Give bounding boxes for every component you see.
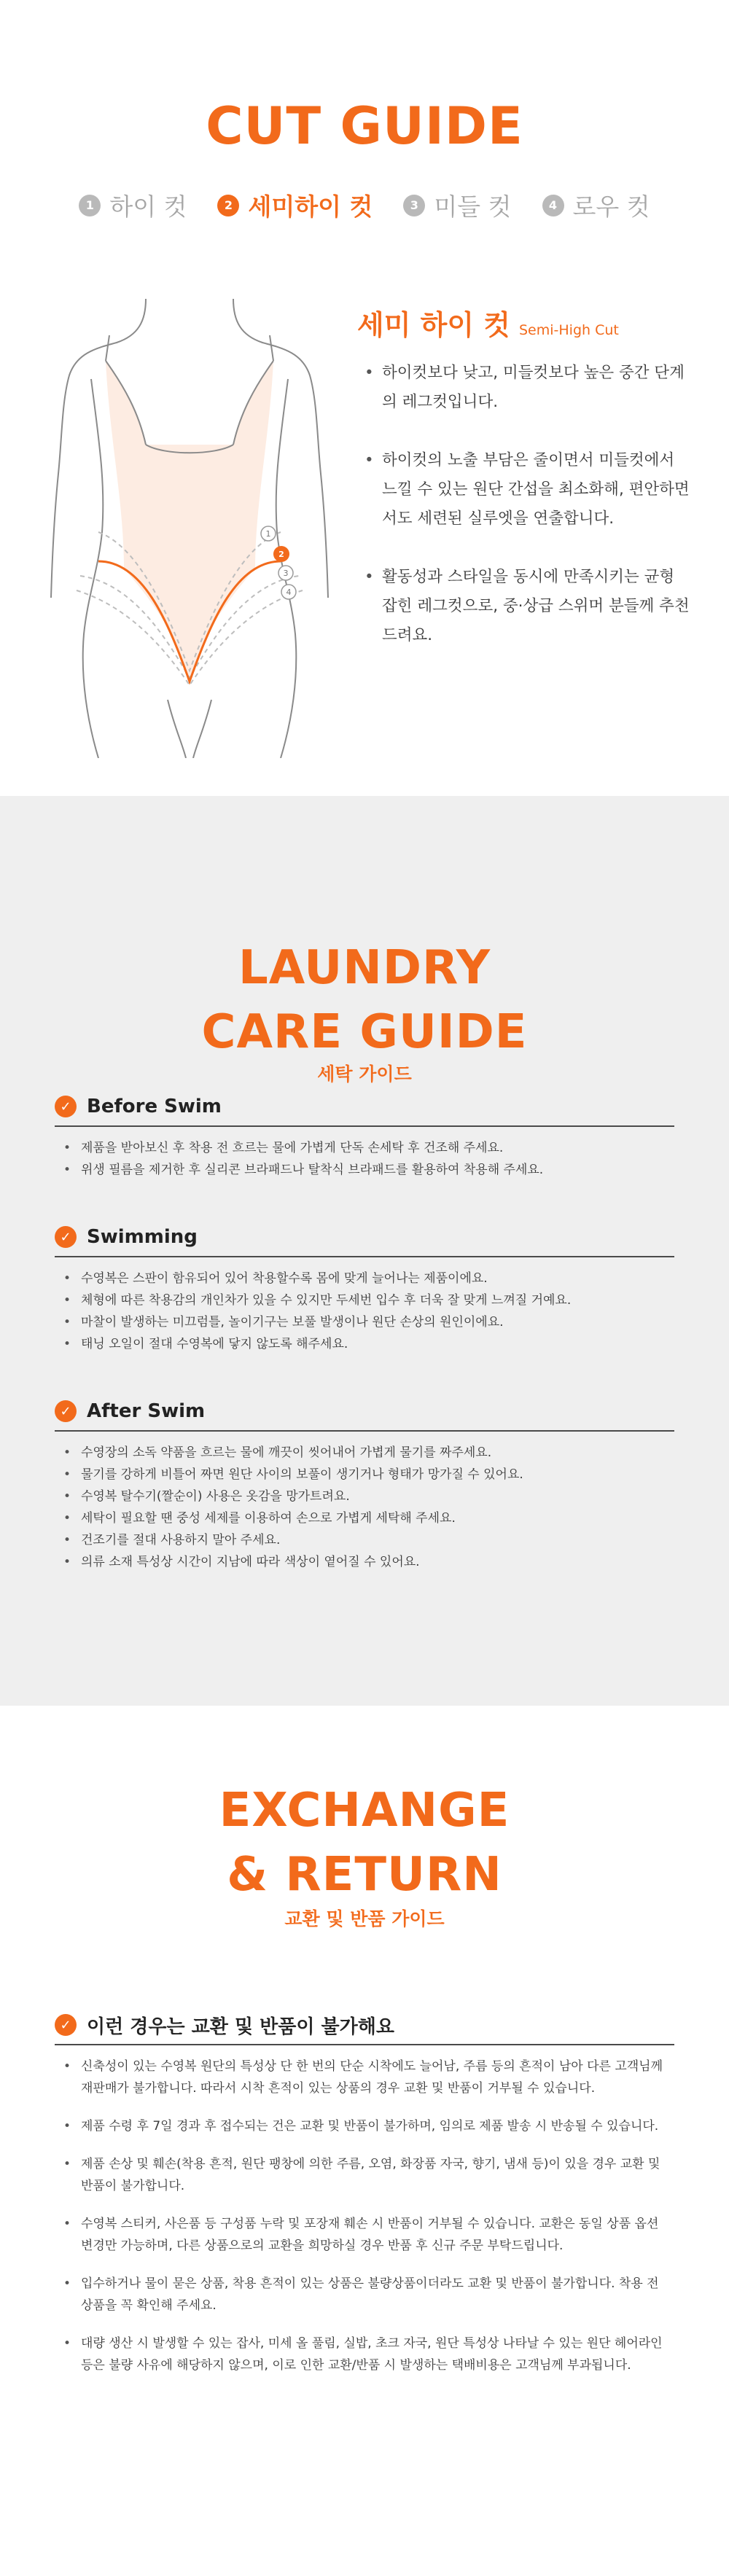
laundry-title xyxy=(0,936,729,1064)
list-item: • 태닝 오일이 절대 수영복에 닿지 않도록 해주세요. xyxy=(55,1333,674,1355)
tab-label: 하이 컷 xyxy=(109,192,187,221)
list-item: • 세탁이 필요할 땐 중성 세제를 이용하여 손으로 가볍게 세탁해 주세요. xyxy=(55,1507,674,1529)
list-item: • 위생 필름을 제거한 후 실리콘 브라패드나 탈착식 브라패드를 활용하여 착용해 주세요. xyxy=(55,1159,674,1181)
exchange-title-line1: EXCHANGE xyxy=(219,1784,510,1838)
tab-label: 로우 컷 xyxy=(572,192,650,221)
list-item: • 하이컷의 노출 부담은 줄이면서 미들컷에서 느낄 수 있는 원단 간섭을 최소화해, 편안하면서도 세련된 실루엣을 연출합니다. xyxy=(357,446,693,534)
divider xyxy=(55,1256,674,1257)
exchange-return-section xyxy=(0,1706,729,2576)
laundry-section xyxy=(0,796,729,1706)
list-item: • 체형에 따른 착용감의 개인차가 있을 수 있지만 두세번 입수 후 더욱 잘 맞게 느껴질 거예요. xyxy=(55,1289,674,1311)
group-heading-label: 이런 경우는 교환 및 반품이 불가해요 xyxy=(87,2015,394,2038)
tab-number-badge: 3 xyxy=(403,195,425,216)
group-heading-label: After Swim xyxy=(87,1400,206,1422)
check-icon: ✓ xyxy=(55,1226,77,1248)
selected-cut-title-ko: 세미 하이 컷 xyxy=(357,309,510,341)
list-item: • 제품 손상 및 훼손(착용 흔적, 원단 팽창에 의한 주름, 오염, 화장품 자국, 향기, 냄새 등)이 있을 경우 교환 및 반품이 불가합니다. xyxy=(55,2153,674,2197)
check-icon: ✓ xyxy=(55,2014,77,2036)
marker-4-label: 4 xyxy=(286,588,292,597)
list-item: • 입수하거나 물이 묻은 상품, 착용 흔적이 있는 상품은 불량상품이더라도 교환 및 반품이 불가합니다. 착용 전 상품을 꼭 확인해 주세요. xyxy=(55,2273,674,2317)
tab-number-badge: 2 xyxy=(217,195,239,216)
tab-low-cut[interactable] xyxy=(542,188,650,222)
list-item: • 신축성이 있는 수영복 원단의 특성상 단 한 번의 단순 시착에도 늘어남, 주름 등의 흔적이 남아 다른 고객님께 재판매가 불가합니다. 따라서 시착 흔적이 있는 상품의 경우 교환 및 반품이 거부될 수 있습니다. xyxy=(55,2056,674,2099)
list-item: • 수영복은 스판이 함유되어 있어 착용할수록 몸에 맞게 늘어나는 제품이에요. xyxy=(55,1268,674,1289)
list-item: • 수영복 스티커, 사은품 등 구성품 누락 및 포장재 훼손 시 반품이 거부될 수 있습니다. 교환은 동일 상품 옵션 변경만 가능하며, 다른 상품으로의 교환을 희망하실 경우 반품 후 신규 주문 부탁드립니다. xyxy=(55,2213,674,2257)
list-item: • 수영장의 소독 약품을 흐르는 물에 깨끗이 씻어내어 가볍게 물기를 짜주세요. xyxy=(55,1442,674,1464)
divider xyxy=(55,1125,674,1127)
group-list xyxy=(55,1268,674,1355)
divider xyxy=(55,2044,674,2045)
check-icon: ✓ xyxy=(55,1096,77,1117)
list-item: • 제품 수령 후 7일 경과 후 접수되는 건은 교환 및 반품이 불가하며, 임의로 제품 발송 시 반송될 수 있습니다. xyxy=(55,2115,674,2137)
tab-high-cut[interactable] xyxy=(79,188,187,222)
cut-guide-section xyxy=(0,0,729,796)
group-heading xyxy=(55,1398,674,1424)
list-item: • 의류 소재 특성상 시간이 지남에 따라 색상이 옅어질 수 있어요. xyxy=(55,1551,674,1573)
group-list xyxy=(55,1137,674,1181)
marker-3-label: 3 xyxy=(283,569,289,578)
exchange-title xyxy=(0,1779,729,1907)
divider xyxy=(55,1430,674,1432)
tab-number-badge: 4 xyxy=(542,195,564,216)
group-list xyxy=(55,1442,674,1573)
cut-description xyxy=(357,303,693,679)
tab-semi-high-cut[interactable] xyxy=(217,188,373,222)
group-heading-label: Before Swim xyxy=(87,1096,222,1117)
laundry-title-line2: CARE GUIDE xyxy=(201,1005,528,1059)
laundry-title-line1: LAUNDRY xyxy=(238,941,491,995)
list-item: • 하이컷보다 낮고, 미들컷보다 높은 중간 단계의 레그컷입니다. xyxy=(357,359,693,417)
marker-2-label: 2 xyxy=(278,550,284,559)
list-item: • 건조기를 절대 사용하지 말아 주세요. xyxy=(55,1529,674,1551)
cut-guide-title: CUT GUIDE xyxy=(206,96,523,156)
exchange-subtitle: 교환 및 반품 가이드 xyxy=(284,1908,445,1929)
selected-cut-title-en: Semi-High Cut xyxy=(519,322,619,338)
check-icon: ✓ xyxy=(55,1400,77,1422)
swimsuit-figure-illustration xyxy=(36,292,343,758)
tab-label: 미들 컷 xyxy=(434,192,512,221)
exchange-title-line2: & RETURN xyxy=(227,1848,502,1902)
list-item: • 대량 생산 시 발생할 수 있는 잡사, 미세 올 풀림, 실밥, 초크 자국, 원단 특성상 나타날 수 있는 원단 헤어라인 등은 불량 사유에 해당하지 않으며, 이로 인한 교환/반품 시 발생하는 택배비용은 고객님께 부과됩니다. xyxy=(55,2333,674,2376)
swimsuit-body-fill xyxy=(106,361,273,685)
list-item: • 물기를 강하게 비틀어 짜면 원단 사이의 보풀이 생기거나 형태가 망가질 수 있어요. xyxy=(55,1464,674,1486)
marker-1-label: 1 xyxy=(265,529,271,539)
list-item: • 제품을 받아보신 후 착용 전 흐르는 물에 가볍게 단독 손세탁 후 건조해 주세요. xyxy=(55,1137,674,1159)
list-item: • 수영복 탈수기(짤순이) 사용은 옷감을 망가트려요. xyxy=(55,1486,674,1507)
group-list xyxy=(55,2056,674,2376)
list-item: • 활동성과 스타일을 동시에 만족시키는 균형 잡힌 레그컷으로, 중·상급 스위머 분들께 추천드려요. xyxy=(357,563,693,650)
group-heading xyxy=(55,2012,674,2038)
laundry-subtitle: 세탁 가이드 xyxy=(317,1063,412,1085)
group-heading xyxy=(55,1224,674,1250)
before-swim-group xyxy=(55,1093,674,1181)
cut-tabs xyxy=(0,188,729,222)
tab-label: 세미하이 컷 xyxy=(248,192,373,221)
tab-number-badge: 1 xyxy=(79,195,101,216)
cut-bullet-list xyxy=(357,359,693,650)
non-returnable-group xyxy=(55,2012,674,2392)
after-swim-group xyxy=(55,1398,674,1573)
swimming-group xyxy=(55,1224,674,1355)
group-heading-label: Swimming xyxy=(87,1226,198,1248)
tab-middle-cut[interactable] xyxy=(403,188,511,222)
group-heading xyxy=(55,1093,674,1120)
selected-cut-heading xyxy=(357,303,693,343)
list-item: • 마찰이 발생하는 미끄럼틀, 놀이기구는 보풀 발생이나 원단 손상의 원인이에요. xyxy=(55,1311,674,1333)
